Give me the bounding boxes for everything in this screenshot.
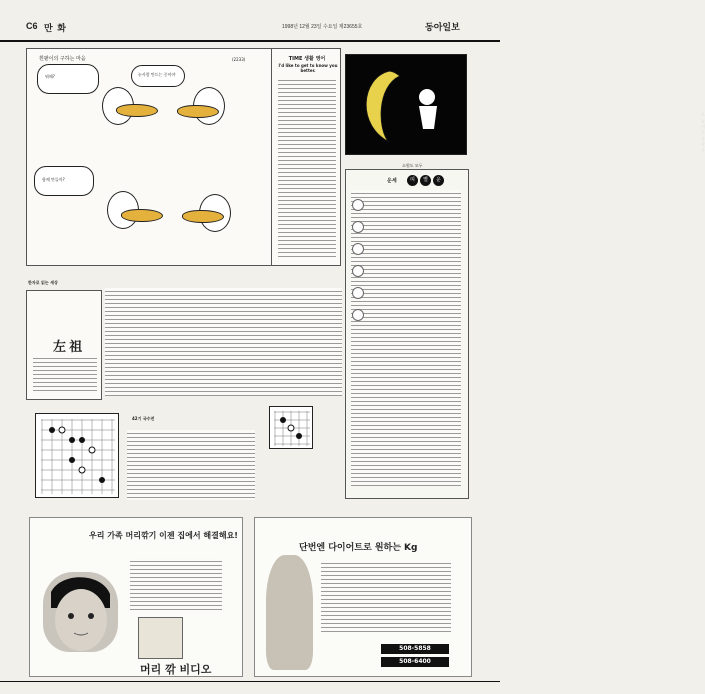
comic-strip: [26, 48, 272, 266]
child-face-icon: [43, 572, 118, 652]
duck-bill: [182, 210, 224, 223]
go-commentary: [127, 430, 255, 500]
diet-ad: [254, 517, 472, 677]
fortune-badge: 별: [420, 175, 431, 186]
header: [0, 0, 500, 42]
zodiac-icon: [352, 309, 364, 321]
phone-number: 508-6400: [381, 657, 449, 667]
english-text: [278, 77, 336, 258]
zodiac-icon: [352, 287, 364, 299]
moon-caption: 소원도 모두: [402, 163, 423, 168]
go-board-grid: [36, 414, 120, 499]
comic-title: 흰팥이의 구하는 마음: [39, 56, 86, 62]
go-board-small: [269, 406, 313, 449]
dateline: 1998년 12월 23일 수요일 제23655호: [282, 24, 363, 30]
masthead: 동아일보: [425, 22, 460, 32]
model-photo: [266, 555, 313, 670]
fortune-badge: 운: [433, 175, 444, 186]
duck-bill: [116, 104, 158, 117]
fortune-badge: 띠: [407, 175, 418, 186]
hanja-box: [26, 290, 102, 400]
speech-bubble: 함께 만들까?: [34, 166, 94, 196]
phone-number: 508-5858: [381, 644, 449, 654]
english-column: [271, 48, 341, 266]
zodiac-icon: [352, 265, 364, 277]
english-subtitle: I'd like to get to know you better.: [278, 63, 338, 73]
english-title: TIME 생활 영어: [288, 56, 326, 62]
hanja-characters: 左 祖: [53, 339, 83, 354]
duck-bill: [177, 105, 219, 118]
diet-ad-copy: [321, 560, 451, 632]
haircut-ad-copy: [130, 558, 222, 613]
speech-bubble: 뭐해?: [37, 64, 99, 94]
haircut-ad-title: 우리 가족 머리깎기 이젠 집에서 해결해요!: [89, 531, 238, 540]
ghost-title: 한자로 읽는 세상: [28, 280, 58, 285]
diet-ad-title: 단번엔 다이어트로 원하는 Kg: [299, 543, 418, 553]
moon-icon: [346, 55, 468, 156]
moon-title: 오늘의 마음창문: [701, 112, 705, 153]
zodiac-icon: [352, 199, 364, 211]
hanja-text: [33, 355, 97, 393]
go-small-grid: [270, 407, 314, 450]
go-board: [35, 413, 119, 498]
haircut-ad: [29, 517, 243, 677]
fortune-title: 운세: [387, 178, 397, 184]
zodiac-icon: [352, 221, 364, 233]
zodiac-icon: [352, 243, 364, 255]
duck-bill: [121, 209, 163, 222]
fortune-text: [351, 190, 461, 486]
page-number: C6: [26, 21, 38, 31]
bottom-rule: [0, 681, 500, 682]
speech-bubble: 눈사람 만드는 중이야: [131, 65, 185, 87]
moon-illustration: [345, 54, 705, 155]
go-title: 42기 국수전: [132, 416, 155, 421]
section-title: 만 화: [44, 23, 67, 33]
product-box: [138, 617, 183, 659]
child-photo: [43, 572, 118, 652]
fortune-box: [345, 169, 469, 499]
haircut-brand: 머리 깎 비디오: [140, 663, 212, 676]
article-text-block: [105, 288, 342, 396]
comic-id: (2233): [232, 57, 246, 62]
